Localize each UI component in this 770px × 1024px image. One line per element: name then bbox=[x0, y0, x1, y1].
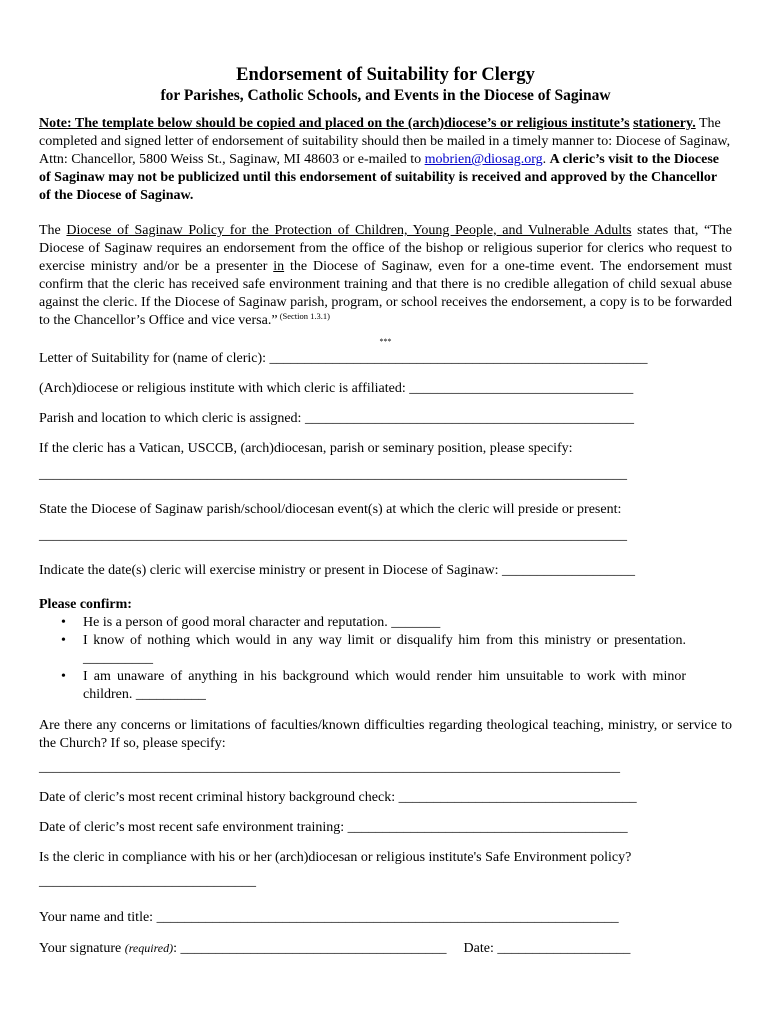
dates-field bbox=[39, 562, 732, 580]
confirm-item-text: I am unaware of anything in his background which would render him unsuitable to work with minor children. bbox=[83, 669, 686, 702]
name-title-label: Your name and title: bbox=[39, 910, 157, 925]
form-title: Endorsement of Suitability for Clergy bbox=[236, 65, 535, 85]
confirm-item-blank[interactable]: __________ bbox=[83, 651, 153, 666]
confirm-item-blank[interactable]: _______ bbox=[391, 615, 441, 630]
parish-field bbox=[39, 410, 732, 428]
position-blank[interactable]: ____________________________________________________________________________________ bbox=[39, 467, 627, 482]
note-after-email: . bbox=[542, 152, 550, 167]
date-blank[interactable]: ___________________ bbox=[497, 941, 631, 956]
confirm-heading: Please confirm: bbox=[39, 597, 132, 612]
policy-title-link: Diocese of Saginaw Policy for the Protection of Children, Young People, and Vulnerable Adults bbox=[66, 223, 632, 238]
note-bold-statement: A cleric’s visit to the Diocese of Saginaw may not be publicized until this endorsement of suitability is received and approved by the Chancellor of the Diocese of Saginaw. bbox=[39, 152, 719, 203]
bullet-icon: • bbox=[61, 633, 66, 648]
institute-field bbox=[39, 380, 732, 398]
position-label: If the cleric has a Vatican, USCCB, (arch)diocesan, parish or seminary position, please specify: bbox=[39, 441, 573, 456]
section-separator: *** bbox=[379, 337, 392, 346]
note-lead-1: Note: The template below should be copied and placed on the (arch)diocese’s or religious institute’s bbox=[39, 116, 630, 131]
cleric-name-field bbox=[39, 350, 732, 368]
signature-blank[interactable]: ______________________________________ bbox=[180, 941, 447, 956]
cleric-name-blank[interactable]: ______________________________________________________ bbox=[269, 351, 648, 366]
training-label: Date of cleric’s most recent safe environment training: bbox=[39, 820, 348, 835]
confirm-item-blank[interactable]: __________ bbox=[135, 687, 206, 702]
signature-row bbox=[39, 939, 732, 958]
endorsement-form bbox=[39, 64, 732, 958]
compliance-blank[interactable]: _______________________________ bbox=[39, 874, 256, 889]
chancellor-email-link[interactable]: mobrien@diosag.org bbox=[424, 152, 543, 167]
training-blank[interactable]: ________________________________________ bbox=[347, 820, 628, 835]
confirm-item bbox=[61, 632, 686, 668]
policy-states: states that, “The Diocese of Saginaw requires an endorsement from the office of the bishop or religious superior for clerics who request to exercise ministry and/or be a presenter bbox=[39, 223, 733, 274]
instructions-note bbox=[39, 115, 732, 205]
concerns-label: Are there any concerns or limitations of faculties/known difficulties regarding theological teaching, ministry, or service to the Church? If so, please specify: bbox=[39, 718, 732, 751]
training-field bbox=[39, 819, 732, 837]
policy-intro: The bbox=[39, 223, 67, 238]
bullet-icon: • bbox=[61, 669, 66, 684]
dates-label: Indicate the date(s) cleric will exercise ministry or present in Diocese of Saginaw: bbox=[39, 563, 502, 578]
note-lead-2: stationery. bbox=[633, 116, 696, 131]
cleric-name-label: Letter of Suitability for (name of cleric): bbox=[39, 351, 270, 366]
policy-rest: the Diocese of Saginaw, even for a one-time event. The endorsement must confirm that the cleric has received safe environment training and that there is no credible allegation of child sexual abuse against the cleric. If the Diocese of Saginaw parish, program, or school receives the endorsement, a copy is to be forwarded to the Chancellor’s Office and vice versa.” bbox=[39, 259, 732, 328]
dates-blank[interactable]: ___________________ bbox=[502, 563, 635, 578]
signature-colon: : bbox=[173, 941, 181, 956]
section-reference: (Section 1.3.1) bbox=[277, 311, 330, 321]
confirm-item-text: I know of nothing which would in any way limit or disqualify him from this ministry or presentation. bbox=[83, 633, 686, 648]
compliance-label: Is the cleric in compliance with his or her (arch)diocesan or religious institute's Safe Environment policy? bbox=[39, 850, 632, 865]
parish-blank[interactable]: _______________________________________________ bbox=[304, 411, 634, 426]
criminal-check-label: Date of cleric’s most recent criminal history background check: bbox=[39, 790, 399, 805]
parish-label: Parish and location to which cleric is assigned: bbox=[39, 411, 305, 426]
name-title-blank[interactable]: __________________________________________________________________ bbox=[156, 910, 619, 925]
policy-in-word: in bbox=[273, 259, 285, 274]
note-body: The completed and signed letter of endorsement of suitability should then be mailed in a timely manner to: Diocese of Saginaw, Attn: Chancellor, 5800 Weiss St., Saginaw, MI 48603 or e-mailed to bbox=[39, 116, 731, 167]
form-subtitle: for Parishes, Catholic Schools, and Events in the Diocese of Saginaw bbox=[160, 87, 611, 104]
events-label: State the Diocese of Saginaw parish/school/diocesan event(s) at which the cleric will preside or present: bbox=[39, 502, 622, 517]
concerns-blank[interactable]: ___________________________________________________________________________________ bbox=[39, 760, 620, 775]
name-title-field bbox=[39, 909, 732, 927]
criminal-check-blank[interactable]: __________________________________ bbox=[398, 790, 637, 805]
policy-quote bbox=[39, 222, 732, 330]
signature-label: Your signature bbox=[39, 941, 125, 956]
date-label: Date: bbox=[463, 941, 498, 956]
confirm-item bbox=[61, 614, 686, 632]
confirm-list bbox=[39, 614, 732, 704]
confirm-item-text: He is a person of good moral character and reputation. bbox=[83, 615, 392, 630]
required-note: (required) bbox=[124, 941, 174, 955]
bullet-icon: • bbox=[61, 615, 66, 630]
institute-label: (Arch)diocese or religious institute with which cleric is affiliated: bbox=[39, 381, 410, 396]
institute-blank[interactable]: ________________________________ bbox=[409, 381, 634, 396]
criminal-check-field bbox=[39, 789, 732, 807]
events-blank[interactable]: ____________________________________________________________________________________ bbox=[39, 528, 627, 543]
confirm-item bbox=[61, 668, 686, 704]
